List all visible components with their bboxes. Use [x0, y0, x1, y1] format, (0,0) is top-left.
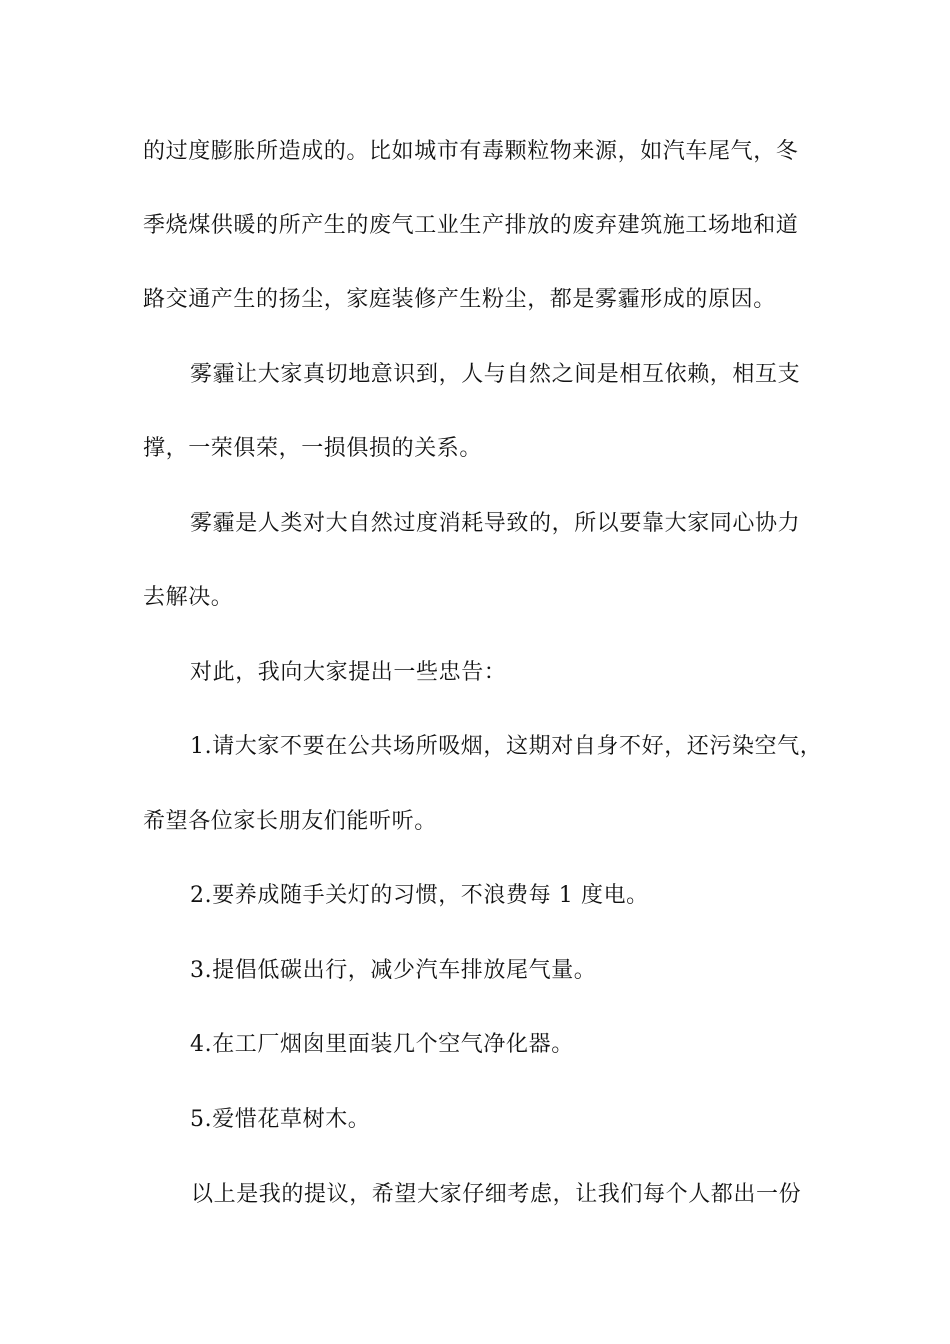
paragraph-line-5: 撑，一荣俱荣，一损俱损的关系。 [143, 436, 483, 461]
list-item-3: 3.提倡低碳出行，减少汽车排放尾气量。 [190, 958, 597, 983]
list-item-1: 1.请大家不要在公共场所吸烟，这期对自身不好，还污染空气， [190, 734, 823, 759]
closing-line: 以上是我的提议，希望大家仔细考虑，让我们每个人都出一份 [191, 1182, 802, 1207]
paragraph-line-4: 雾霾让大家真切地意识到，人与自然之间是相互依赖，相互支 [190, 362, 801, 387]
paragraph-line-2: 季烧煤供暖的所产生的废气工业生产排放的废弃建筑施工场地和道 [143, 213, 799, 238]
list-item-1-continued: 希望各位家长朋友们能听听。 [143, 809, 437, 834]
list-item-2: 2.要养成随手关灯的习惯，不浪费每 1 度电。 [190, 883, 649, 908]
paragraph-line-7: 去解决。 [143, 585, 234, 610]
paragraph-line-3: 路交通产生的扬尘，家庭装修产生粉尘，都是雾霾形成的原因。 [143, 287, 776, 312]
list-item-5: 5.爱惜花草树木。 [190, 1107, 371, 1132]
list-item-4: 4.在工厂烟囱里面装几个空气净化器。 [190, 1032, 574, 1057]
paragraph-line-8: 对此，我向大家提出一些忠告： [190, 660, 507, 685]
paragraph-line-1: 的过度膨胀所造成的。比如城市有毒颗粒物来源，如汽车尾气，冬 [143, 139, 799, 164]
paragraph-line-6: 雾霾是人类对大自然过度消耗导致的，所以要靠大家同心协力 [190, 511, 801, 536]
